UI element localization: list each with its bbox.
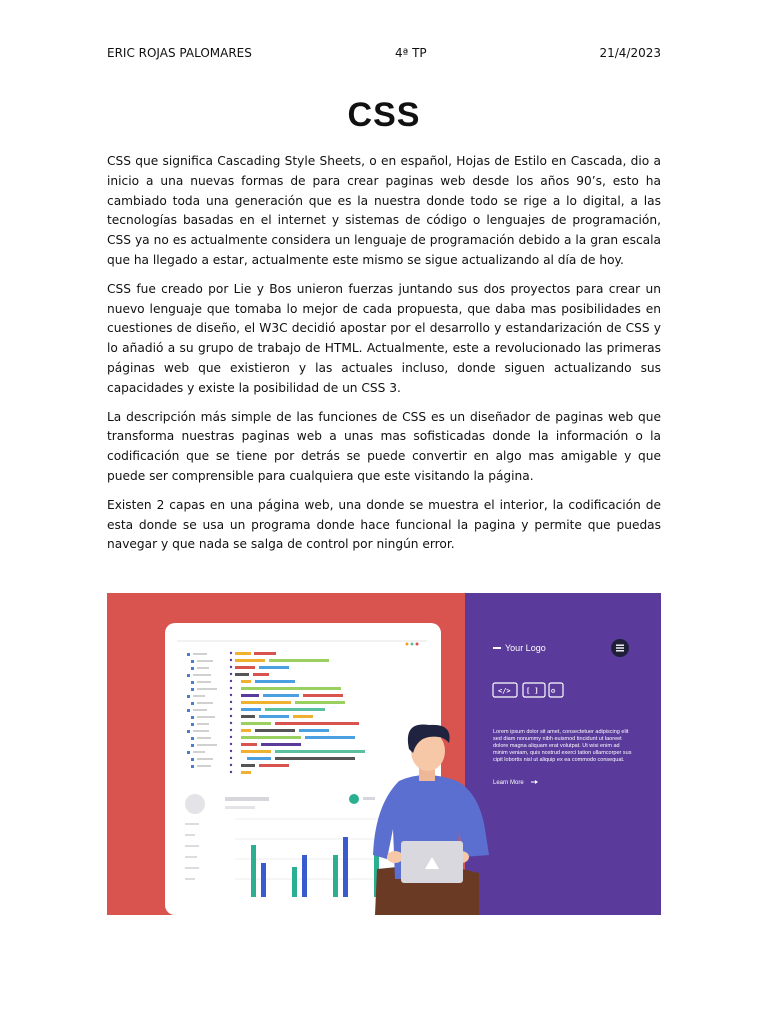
svg-text:minim veniam, quis nostrud exe: minim veniam, quis nostrud exerci tation ullamcorper sus [493, 750, 632, 756]
svg-text:cipit lobortis nisl ut aliquip: cipit lobortis nisl ut aliquip ex ea commodo consequat. [493, 757, 625, 763]
document-date: 21/4/2023 [599, 46, 661, 60]
avatar-placeholder [185, 794, 205, 814]
menu-icon [611, 639, 629, 657]
body-text [107, 152, 661, 564]
paragraph-2: CSS fue creado por Lie y Bos unieron fuerzas juntando sus dos proyectos para crear un nuevo lenguaje que tomaba lo mejor de cada propuesta, que daba mas posibilidades en cuestiones de diseño, el W3C decidió apostar por el desarrollo y estandarización de CSS y lo añadió a su grupo de trabajo de HTML. Actualmente, este a revolucionado las primeras páginas web que existieron y las actuales incluso, donde siguen actualizando sus capacidades y existe la posibilidad de un CSS 3. [107, 281, 661, 395]
svg-text:</>: </> [498, 687, 511, 695]
author-name: ERIC ROJAS PALOMARES [107, 46, 252, 60]
svg-text:[ ]: [ ] [526, 687, 539, 695]
logo-text: Your Logo [505, 643, 546, 653]
course-label: 4ª TP [395, 46, 427, 60]
paragraph-1: CSS que significa Cascading Style Sheets, o en español, Hojas de Estilo en Cascada, dio a inicio a una nuevas formas de para crear paginas web desde los años 90’s, esto ha cambiado toda una generación que es la nuestra donde todo se rige a lo digital, a las tecnologías basadas en el internet y sistemas de código o lenguajes de programación, CSS ya no es actualmente considera un lenguaje de programación debido a la gran escala que ha llegado a estar, actualmente este mismo se sigue actualizando al día de hoy. [107, 154, 661, 267]
paragraph-4: Existen 2 capas en una página web, una donde se muestra el interior, la codificación de esta donde se usa un programa donde hace funcional la pagina y permite que puedas navegar y que nada se salga de control por ningún error. [107, 497, 661, 552]
learn-more-link: Learn More [493, 780, 524, 786]
svg-text:Lorem ipsum dolor sit amet, co: Lorem ipsum dolor sit amet, consectetuer adipiscing elit [493, 729, 629, 735]
lorem-text-block [493, 729, 632, 763]
svg-text:⚙: ⚙ [551, 687, 556, 695]
status-dot [349, 794, 359, 804]
document-title: CSS [347, 96, 421, 134]
svg-text:sed diam nonummy nibh euismod: sed diam nonummy nibh euismod tincidunt ut laoreet [493, 736, 622, 742]
illustration-svg [107, 593, 661, 915]
page-header [107, 46, 661, 64]
css-illustration [107, 593, 661, 915]
paragraph-3: La descripción más simple de las funciones de CSS es un diseñador de paginas web que transforma nuestras paginas web a unas mas sofisticadas donde la información o la codificación que se tiene por detrás se puede convertir en algo mas amigable y que puede ser comprensible para cualquiera que este visitando la página. [107, 409, 661, 483]
svg-text:dolore magna aliquam erat volu: dolore magna aliquam erat volutpat. Ut wisi enim ad [493, 743, 620, 749]
